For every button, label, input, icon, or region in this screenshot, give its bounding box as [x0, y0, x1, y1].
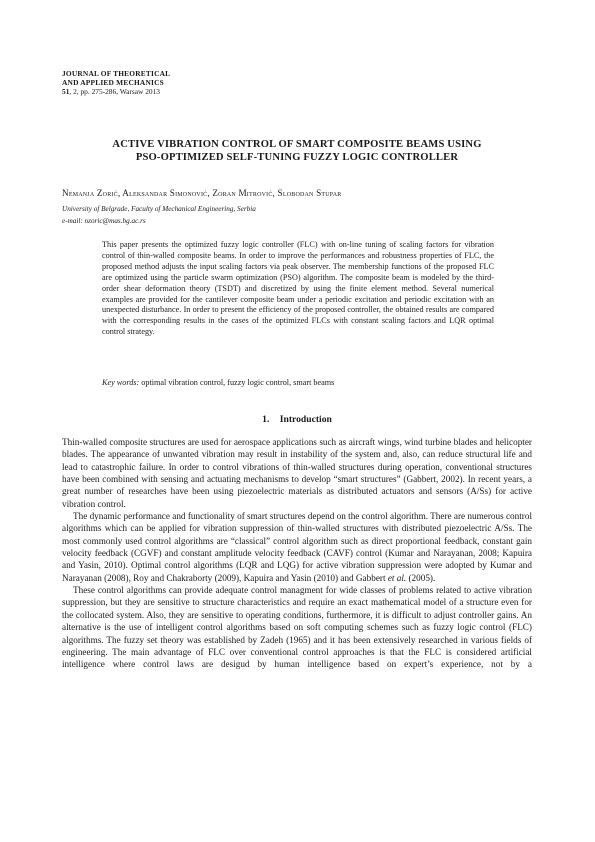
paragraph-1: Thin-walled composite structures are used for aerospace applications such as aircraft wings, wind turbine blades and helicopter blades. The appearance of unwanted vibration may result in instability of the system and, also, can reduce structural life and lead to catastrophic failure. In order to control vibrations of thin-walled structures during operation, conventional structures have been combined with sensing and actuating mechanisms to develop “smart structures” (Gabbert, 2002). In recent years, a great number of researches have been using piezoelectric materials as distributed actuators and sensors (A/Ss) for active vibration control. [62, 437, 532, 509]
paragraph-2 [62, 510, 532, 584]
journal-citation [62, 87, 170, 96]
author-email: e-mail: nzoric@mas.bg.ac.rs [62, 217, 146, 225]
journal-volume: 51 [62, 87, 70, 96]
abstract [102, 240, 494, 338]
journal-citation-rest: , 2, pp. 275-286, Warsaw 2013 [69, 87, 161, 96]
paragraph-2-end: (2005). [406, 572, 436, 583]
introduction-body [62, 436, 532, 671]
affiliation: University of Belgrade, Faculty of Mechanical Engineering, Serbia [62, 205, 256, 213]
journal-header [62, 69, 170, 96]
paper-title-line-2: PSO-OPTIMIZED SELF-TUNING FUZZY LOGIC CONTROLLER [135, 152, 459, 163]
section-number: 1. [262, 414, 270, 425]
paper-title-line-1: ACTIVE VIBRATION CONTROL OF SMART COMPOSITE BEAMS USING [112, 139, 482, 150]
journal-name-line-1: JOURNAL OF THEORETICAL [62, 69, 171, 78]
keywords-text: optimal vibration control, fuzzy logic control, smart beams [141, 378, 335, 387]
journal-name-line-2: AND APPLIED MECHANICS [62, 78, 164, 87]
section-heading [62, 414, 532, 425]
keywords-label: Key words: [102, 378, 140, 387]
paragraph-2-text: The dynamic performance and functionality of smart structures depend on the control algorithm. There are numerous control algorithms which can be applied for vibration suppression of thin-walled structures with distributed piezoelectric A/Ss. The most commonly used control algorithms are “classical” control algorithm such as direct proportional feedback, constant gain velocity feedback (CGVF) and constant amplitude velocity feedback (CAVF) control (Kumar and Narayanan, 2008; Kapuira and Yasin, 2010). Optimal control algorithms (LQR and LQG) for active vibration suppression were adopted by Kumar and Narayanan (2008), Roy and Chakraborty (2009), Kapuira and Yasin (2010) and Gabbert [62, 511, 532, 583]
abstract-text: This paper presents the optimized fuzzy logic controller (FLC) with on-line tuning of scaling factors for vibration control of thin-walled composite beams. In order to improve the performances and robustness properties of FLC, the proposed method adjusts the input scaling factors via peak observer. The membership functions of the proposed FLC are optimized using the particle swarm optimization (PSO) algorithm. The composite beam is modeled by the third-order shear deformation theory (TSDT) and discretized by using the finite element method. Several numerical examples are provided for the cantilever composite beam under a periodic excitation and periodic excitation with an unexpected disturbance. In order to present the efficiency of the proposed controller, the obtained results are compared with the corresponding results in the cases of the optimized FLCs with constant scaling factors and LQR optimal control strategy. [102, 240, 494, 337]
paper-title [62, 138, 532, 164]
paragraph-3: These control algorithms can provide adequate control managment for wide classes of problems related to active vibration suppression, but they are sensitive to structure characteristics and require an exact mathematical model of a structure even for the collocated system. Also, they are sensitive to operating conditions, furthermore, it is difficult to adjust controller gains. An alternative is the use of intelligent control algorithms based on soft computing schemes such as fuzzy logic control (FLC) algorithms. The fuzzy set theory was established by Zadeh (1965) and it has been extensively researched in various fields of engineering. The main advantage of FLC over conventional control approaches is that the FLC is considered artificial intelligence where control laws are desigud by human intelligence based on expert’s experience, not by a [62, 585, 532, 670]
keywords [102, 378, 334, 387]
author-list: Nemanja Zorić, Aleksandar Simonović, Zoran Mitrović, Slobodan Stupar [62, 188, 342, 198]
paragraph-2-etal: et al. [387, 572, 407, 583]
section-title: Introduction [279, 414, 332, 425]
